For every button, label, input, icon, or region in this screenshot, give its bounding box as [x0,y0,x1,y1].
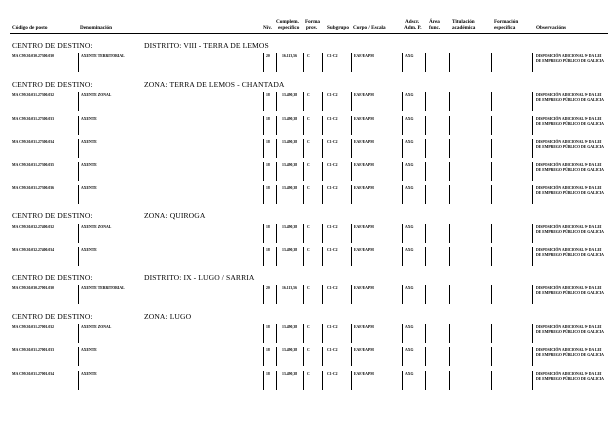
column-rule [532,53,533,72]
column-rule [263,247,264,266]
cell-codigo: MA C99.30.031.27300.034 [12,140,55,144]
cell-adscr: AXG [405,186,414,190]
cell-nivel: 18 [266,93,270,97]
cell-forma: C [307,348,310,352]
cell-codigo: MA C99.30.030.27300.030 [12,54,55,58]
header-nivel: Nív. [263,25,272,31]
cell-forma: C [307,117,310,121]
column-rule [402,371,403,390]
column-rule [491,139,492,158]
cell-nivel: 18 [266,348,270,352]
column-rule [276,139,277,158]
column-rule [351,285,352,304]
cell-codigo: MA C99.30.030.27001.030 [12,286,55,290]
cell-subgrupo: C1-C2 [327,163,338,167]
column-rule [449,92,450,111]
column-rule [425,347,426,366]
cell-adscr: AXG [405,140,414,144]
cell-corpo: EAF/EAPM [354,325,374,329]
column-rule [351,347,352,366]
cell-complemento: 13.490,38 [282,372,298,376]
header-observacions: Observacións [536,25,566,31]
table-row [0,54,615,78]
cell-adscr: AXG [405,286,414,290]
header-corpo: Corpo / Escala [353,25,386,31]
column-rule [303,347,304,366]
column-rule [351,162,352,181]
cell-denominacion: AXENTE ZONAL [81,225,112,229]
column-rule [491,116,492,135]
cell-codigo: MA C99.30.032.27400.034 [12,248,55,252]
table-row [0,225,615,249]
header-adscr-2: Adm. P. [404,25,422,31]
column-rule [402,162,403,181]
table-row [0,93,615,117]
column-rule [263,347,264,366]
column-rule [322,139,323,158]
column-rule [263,139,264,158]
header-complemento-1: Complem. [276,19,299,25]
cell-forma: C [307,163,310,167]
column-rule [78,285,79,304]
column-rule [78,347,79,366]
column-rule [322,162,323,181]
cell-adscr: AXG [405,54,414,58]
cell-observacions: DISPOSICIÓN ADICIONAL 9ª DA LEI DE EMPREGO PÚBLICO DE GALICIA [536,325,604,334]
cell-nivel: 18 [266,117,270,121]
column-rule [78,162,79,181]
column-rule [322,185,323,204]
column-rule [303,92,304,111]
section-label: CENTRO DE DESTINO: [12,273,93,282]
table-row [0,325,615,349]
header-denominacion: Denominación [80,25,112,31]
cell-complemento: 13.490,38 [282,186,298,190]
cell-codigo: MA C99.30.031.27001.032 [12,325,55,329]
column-rule [322,347,323,366]
column-rule [425,162,426,181]
column-rule [78,324,79,343]
column-rule [425,371,426,390]
cell-denominacion: AXENTE [81,248,97,252]
column-rule [449,185,450,204]
cell-corpo: EAF/EAPM [354,163,374,167]
cell-corpo: EAF/EAPM [354,372,374,376]
cell-forma: C [307,372,310,376]
column-rule [78,139,79,158]
cell-observacions: DISPOSICIÓN ADICIONAL 9ª DA LEI DE EMPREGO PÚBLICO DE GALICIA [536,372,604,381]
column-rule [402,347,403,366]
cell-nivel: 18 [266,186,270,190]
column-rule [276,347,277,366]
cell-complemento: 13.490,38 [282,248,298,252]
column-rule [425,92,426,111]
cell-denominacion: AXENTE ZONAL [81,325,112,329]
column-rule [303,224,304,243]
header-area-1: Área [429,19,440,25]
column-rule [78,224,79,243]
header-area-2: func. [429,25,441,31]
column-rule [303,139,304,158]
column-rule [276,92,277,111]
cell-observacions: DISPOSICIÓN ADICIONAL 9ª DA LEI DE EMPREGO PÚBLICO DE GALICIA [536,54,604,63]
cell-subgrupo: C1-C2 [327,225,338,229]
column-rule [491,92,492,111]
cell-codigo: MA C99.30.031.27001.034 [12,372,55,376]
cell-codigo: MA C99.30.031.27300.036 [12,186,55,190]
column-rule [449,139,450,158]
column-rule [532,185,533,204]
column-rule [449,371,450,390]
column-rule [263,285,264,304]
column-rule [303,53,304,72]
cell-codigo: MA C99.30.032.27400.032 [12,225,55,229]
column-rule [449,347,450,366]
header-formacion-2: específica [494,25,516,31]
column-rule [276,53,277,72]
cell-denominacion: AXENTE TERRITORIAL [81,286,125,290]
column-rule [532,116,533,135]
column-rule [491,371,492,390]
column-rule [78,92,79,111]
column-rule [276,247,277,266]
cell-forma: C [307,93,310,97]
cell-forma: C [307,140,310,144]
column-rule [532,371,533,390]
cell-forma: C [307,286,310,290]
cell-corpo: EAF/EAPM [354,93,374,97]
column-rule [303,371,304,390]
column-rule [449,53,450,72]
header-titulacion-2: académica [452,25,476,31]
column-rule [303,116,304,135]
column-rule [322,371,323,390]
cell-subgrupo: C1-C2 [327,117,338,121]
cell-codigo: MA C99.30.031.27300.035 [12,163,55,167]
column-rule [532,285,533,304]
cell-nivel: 18 [266,325,270,329]
column-rule [351,139,352,158]
column-rule [303,247,304,266]
table-row [0,186,615,210]
table-row [0,117,615,141]
cell-corpo: EAF/EAPM [354,186,374,190]
section-label: CENTRO DE DESTINO: [12,80,93,89]
section-value: DISTRITO: IX - LUGO / SARRIA [144,273,255,282]
column-rule [402,324,403,343]
header-forma-2: prov. [306,25,318,31]
column-rule [402,139,403,158]
cell-subgrupo: C1-C2 [327,248,338,252]
cell-complemento: 13.490,38 [282,225,298,229]
header-forma-1: Forma [305,19,320,25]
table-row [0,140,615,164]
column-rule [303,324,304,343]
cell-observacions: DISPOSICIÓN ADICIONAL 9ª DA LEI DE EMPREGO PÚBLICO DE GALICIA [536,225,604,234]
cell-nivel: 18 [266,225,270,229]
cell-adscr: AXG [405,325,414,329]
cell-denominacion: AXENTE [81,140,97,144]
cell-observacions: DISPOSICIÓN ADICIONAL 9ª DA LEI DE EMPREGO PÚBLICO DE GALICIA [536,140,604,149]
column-rule [425,285,426,304]
column-rule [322,224,323,243]
column-rule [425,139,426,158]
column-rule [491,53,492,72]
cell-observacions: DISPOSICIÓN ADICIONAL 9ª DA LEI DE EMPREGO PÚBLICO DE GALICIA [536,286,604,295]
cell-denominacion: AXENTE [81,372,97,376]
column-rule [351,116,352,135]
cell-subgrupo: C1-C2 [327,348,338,352]
header-subgrupo: Subgrupo [327,25,349,31]
column-rule [532,347,533,366]
header-codigo: Código de posto [12,25,48,31]
cell-forma: C [307,225,310,229]
column-rule [351,371,352,390]
cell-corpo: EAF/EAPM [354,117,374,121]
cell-complemento: 13.490,38 [282,117,298,121]
cell-corpo: EAF/EAPM [354,140,374,144]
column-rule [276,162,277,181]
column-rule [491,324,492,343]
table-row [0,348,615,372]
column-rule [322,285,323,304]
column-rule [449,162,450,181]
column-rule [532,247,533,266]
column-rule [425,247,426,266]
cell-adscr: AXG [405,117,414,121]
column-rule [303,162,304,181]
column-rule [322,116,323,135]
column-rule [322,53,323,72]
column-rule [351,185,352,204]
section-label: CENTRO DE DESTINO: [12,211,93,220]
column-rule [425,53,426,72]
column-rule [449,224,450,243]
cell-adscr: AXG [405,372,414,376]
column-rule [491,162,492,181]
column-rule [351,324,352,343]
column-rule [402,92,403,111]
cell-corpo: EAF/EAPM [354,348,374,352]
cell-corpo: EAF/EAPM [354,286,374,290]
cell-subgrupo: C1-C2 [327,140,338,144]
cell-observacions: DISPOSICIÓN ADICIONAL 9ª DA LEI DE EMPREGO PÚBLICO DE GALICIA [536,186,604,195]
column-rule [276,285,277,304]
cell-complemento: 16.113,56 [282,54,297,58]
header-titulacion-1: Titulación [452,19,475,25]
column-rule [263,92,264,111]
column-rule [351,247,352,266]
column-rule [276,324,277,343]
cell-codigo: MA C99.30.031.27300.033 [12,117,55,121]
column-rule [491,224,492,243]
cell-complemento: 13.490,38 [282,348,298,352]
column-rule [78,247,79,266]
column-rule [263,53,264,72]
column-rule [425,185,426,204]
column-rule [402,53,403,72]
column-rule [532,162,533,181]
cell-observacions: DISPOSICIÓN ADICIONAL 9ª DA LEI DE EMPREGO PÚBLICO DE GALICIA [536,348,604,357]
column-rule [78,53,79,72]
table-row [0,286,615,310]
table-row [0,163,615,187]
column-rule [491,347,492,366]
column-rule [263,324,264,343]
section-label: CENTRO DE DESTINO: [12,41,93,50]
cell-complemento: 13.490,38 [282,93,298,97]
column-rule [491,285,492,304]
section-value: ZONA: TERRA DE LEMOS - CHANTADA [144,80,285,89]
cell-adscr: AXG [405,248,414,252]
column-rule [276,371,277,390]
cell-subgrupo: C1-C2 [327,186,338,190]
column-rule [532,92,533,111]
cell-nivel: 18 [266,163,270,167]
cell-forma: C [307,54,310,58]
cell-corpo: EAF/EAPM [354,54,374,58]
column-rule [449,247,450,266]
column-rule [276,185,277,204]
cell-denominacion: AXENTE [81,117,97,121]
cell-subgrupo: C1-C2 [327,286,338,290]
header-formacion-1: Formación [494,19,519,25]
column-rule [351,92,352,111]
cell-forma: C [307,325,310,329]
column-rule [402,285,403,304]
cell-complemento: 16.113,56 [282,286,297,290]
column-rule [449,285,450,304]
cell-complemento: 13.490,38 [282,325,298,329]
column-rule [449,116,450,135]
column-rule [532,224,533,243]
column-rule [402,224,403,243]
section-label: CENTRO DE DESTINO: [12,312,93,321]
cell-denominacion: AXENTE [81,163,97,167]
column-rule [78,371,79,390]
header-adscr-1: Adscr. [405,19,420,25]
column-rule [425,324,426,343]
column-rule [322,92,323,111]
cell-complemento: 13.490,38 [282,140,298,144]
cell-adscr: AXG [405,93,414,97]
cell-denominacion: AXENTE [81,348,97,352]
cell-nivel: 18 [266,140,270,144]
cell-adscr: AXG [405,163,414,167]
cell-subgrupo: C1-C2 [327,54,338,58]
cell-complemento: 13.490,38 [282,163,298,167]
cell-observacions: DISPOSICIÓN ADICIONAL 9ª DA LEI DE EMPREGO PÚBLICO DE GALICIA [536,93,604,102]
column-rule [78,185,79,204]
cell-subgrupo: C1-C2 [327,93,338,97]
column-rule [322,324,323,343]
cell-nivel: 20 [266,54,270,58]
column-rule [351,224,352,243]
cell-observacions: DISPOSICIÓN ADICIONAL 9ª DA LEI DE EMPREGO PÚBLICO DE GALICIA [536,117,604,126]
cell-subgrupo: C1-C2 [327,325,338,329]
cell-observacions: DISPOSICIÓN ADICIONAL 9ª DA LEI DE EMPREGO PÚBLICO DE GALICIA [536,163,604,172]
section-value: ZONA: LUGO [144,312,192,321]
cell-codigo: MA C99.30.031.27001.033 [12,348,55,352]
section-value: DISTRITO: VIII - TERRA DE LEMOS [144,41,269,50]
cell-corpo: EAF/EAPM [354,248,374,252]
header-divider [10,33,608,34]
column-rule [532,324,533,343]
column-rule [276,116,277,135]
column-rule [351,53,352,72]
column-rule [402,185,403,204]
cell-corpo: EAF/EAPM [354,225,374,229]
column-rule [263,224,264,243]
table-row [0,248,615,272]
cell-forma: C [307,248,310,252]
column-rule [303,185,304,204]
column-rule [322,247,323,266]
column-rule [263,185,264,204]
cell-nivel: 18 [266,248,270,252]
cell-denominacion: AXENTE TERRITORIAL [81,54,125,58]
cell-nivel: 20 [266,286,270,290]
column-rule [402,116,403,135]
header-complemento-2: específico [278,25,300,31]
column-rule [425,116,426,135]
column-rule [449,324,450,343]
column-rule [78,116,79,135]
column-rule [263,162,264,181]
cell-denominacion: AXENTE ZONAL [81,93,112,97]
column-rule [491,185,492,204]
column-rule [532,139,533,158]
column-rule [402,247,403,266]
cell-observacions: DISPOSICIÓN ADICIONAL 9ª DA LEI DE EMPREGO PÚBLICO DE GALICIA [536,248,604,257]
cell-subgrupo: C1-C2 [327,372,338,376]
cell-adscr: AXG [405,225,414,229]
section-value: ZONA: QUIROGA [144,211,206,220]
column-rule [303,285,304,304]
cell-forma: C [307,186,310,190]
column-rule [425,224,426,243]
cell-adscr: AXG [405,348,414,352]
column-rule [263,116,264,135]
cell-denominacion: AXENTE [81,186,97,190]
cell-nivel: 18 [266,372,270,376]
table-row [0,372,615,396]
column-rule [263,371,264,390]
cell-codigo: MA C99.30.031.27300.032 [12,93,55,97]
column-rule [491,247,492,266]
column-rule [276,224,277,243]
